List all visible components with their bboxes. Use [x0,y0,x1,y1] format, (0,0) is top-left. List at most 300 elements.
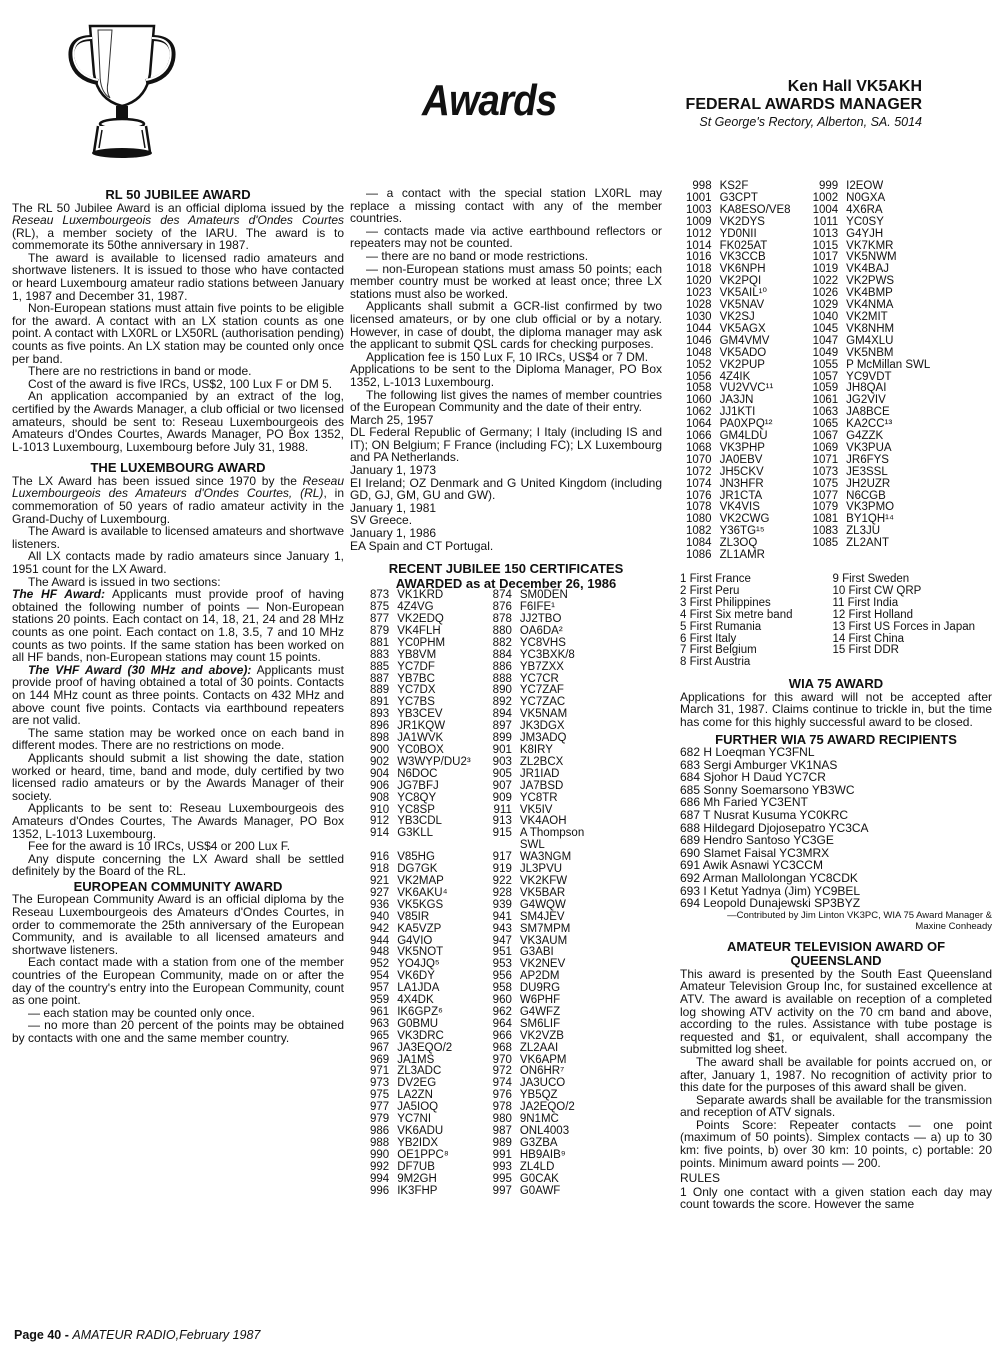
callsign: JR1KQW [397,720,446,733]
callsign: G3CPT [719,191,758,204]
heading-wia75-recipients: FURTHER WIA 75 AWARD RECIPIENTS [715,731,957,747]
callsign: ZL3JU [846,525,881,538]
table-row [370,1031,584,1043]
cert-number: 883 [370,648,390,661]
cert-number: 1073 [812,465,839,478]
callsign: 4Z4IK [719,370,751,383]
footnote: 4 First Six metre band [680,608,793,621]
entry-date: March 25, 1957 [350,412,434,427]
cert-number: 917 [492,851,512,864]
table-row [370,1186,584,1198]
callsign: KA5VZP [397,922,442,935]
cert-number: 902 [370,755,390,768]
callsign: KA8ESO/VE8 [719,203,791,216]
cert-number: 899 [492,732,512,745]
callsign: HB9AIB⁹ [519,1148,566,1161]
callsign: JR1CTA [719,489,763,502]
issue-date: February 1987 [179,1328,261,1342]
cert-number: 1003 [686,203,712,216]
paragraph: The award shall be available for points accrued on, or after, January 1, 1987. No recognition of activity prior to this date for the purposes of this award shall be given. [680,1054,992,1095]
cert-number: 893 [370,708,390,721]
cert-number: 978 [492,1101,512,1114]
cert-number: 881 [370,636,390,649]
cert-number: 951 [492,946,512,959]
callsign: JA3EQO/2 [397,1041,453,1054]
callsign: JA5IOQ [397,1101,439,1114]
callsign: VK3PMO [846,501,895,514]
cert-number: 980 [492,1113,512,1126]
callsign: ZL2BCX [519,755,564,768]
cert-number: 976 [492,1089,512,1102]
callsign: V85HG [397,851,435,864]
cert-number: 966 [492,1029,512,1042]
paragraph: — contacts made via active earthbound reflectors or repeaters may not be counted. [350,223,662,251]
paragraph: The Award is available to licensed amateurs and shortwave listeners. [12,524,344,551]
callsign: VK2EDQ [397,613,444,626]
callsign: LA1JDA [397,982,440,995]
cert-number: 959 [370,994,390,1007]
paragraph: EI Ireland; OZ Denmark and G United Kingdom (including GD, GJ, GM, GU and GW). [350,475,662,503]
cert-number: 918 [370,863,390,876]
callsign: W6PHF [519,994,561,1007]
recipient-item: 686 Mh Faried YC3ENT [680,795,808,810]
callsign: VK5NWM [846,251,897,264]
callsign: JA3UCO [519,1077,566,1090]
heading-lx-award: THE LUXEMBOURG AWARD [90,460,266,476]
cert-number: 957 [370,982,390,995]
cert-number: 977 [370,1101,390,1114]
cert-number: 913 [492,815,512,828]
cert-number: 1084 [686,537,712,550]
recipient-item: 691 Awik Asnawi YC3CCM [680,858,823,873]
cert-number: 965 [370,1029,390,1042]
callsign: KA2CC¹³ [846,418,893,431]
cert-number: 943 [492,922,512,935]
cert-number: 906 [370,779,390,792]
cert-number: 876 [492,601,512,614]
recipient-list [680,746,992,910]
callsign: JR1IAD [519,767,560,780]
callsign: N6CGB [846,489,886,502]
callsign: AP2DM [519,970,560,983]
table-row [370,912,584,924]
heading-atv-award-2: QUEENSLAND [790,953,882,969]
callsign: G3ZBA [519,1136,558,1149]
cert-number: 979 [370,1113,390,1126]
table-row [686,479,930,491]
paragraph: The award is available to licensed radio amateurs and shortwave listeners. It is issued to those who have contacted or heard Luxembourg amateur radio stations between January 1, 1987 and December 31, 1987. [12,250,344,303]
column-3 [680,181,992,1211]
cert-number: 994 [370,1172,390,1185]
paragraph: — non-European stations must amass 50 points; each member country must be worked at least once; three LX stations must also be worked. [350,261,662,301]
cert-number: 901 [492,744,512,756]
callsign: 4X4DK [397,994,434,1007]
cert-number: 1022 [812,275,839,288]
callsign: A Thompson [519,827,585,840]
callsign: FK025AT [719,239,768,252]
recipient-item: 682 H Loeqman YC3FNL [680,745,815,760]
cert-number: 1030 [686,310,712,323]
paragraph: Separate awards shall be available for the transmission and reception of ATV signals. [680,1092,992,1120]
cert-number: 963 [370,1017,390,1030]
callsign: IK6GPZ⁶ [397,1005,443,1018]
cert-number: 911 [493,803,512,816]
callsign: YB8VM [397,648,437,661]
cert-number: 892 [492,696,512,709]
callsign: G3ABI [519,946,554,959]
cert-number: 973 [370,1077,390,1090]
callsign: YB5QZ [519,1089,558,1102]
callsign: YC7NI [397,1113,432,1126]
cert-number: 944 [370,934,390,947]
entry-date: January 1, 1986 [350,526,437,541]
heading-ec-award: EUROPEAN COMMUNITY AWARD [73,878,283,894]
cert-number: 1086 [686,549,712,562]
cert-number: 890 [492,684,512,697]
callsign: BY1QH¹⁴ [846,513,894,526]
cert-number: 898 [370,732,390,745]
cert-number: 991 [492,1148,512,1161]
table-row [370,888,584,900]
heading-cert-list-date: AWARDED as at December 26, 1986 [395,575,617,591]
cert-number: 1018 [686,263,712,276]
cert-number: 886 [492,660,512,673]
callsign: JL3PVU [519,863,563,876]
callsign: VK4NMA [846,299,894,312]
table-row [686,336,930,348]
cert-number: 992 [370,1160,390,1173]
cert-number: 914 [370,827,390,840]
cert-number: 939 [492,898,512,911]
table-row [370,638,584,650]
table-row [370,662,584,674]
cert-number: 999 [818,180,839,192]
column-1 [12,187,344,1045]
table-row [370,650,584,662]
paragraph: There are no restrictions in band or mode. [28,364,252,379]
paragraph: Cost of the award is five IRCs, US$2, 100 Lux F or DM 5. [28,376,333,391]
certificate-list [370,590,584,1197]
callsign: JA0EBV [719,453,763,466]
cert-number: 968 [492,1041,512,1054]
footnote [792,657,975,669]
cert-number: 1015 [812,239,839,252]
cert-number: 956 [492,970,512,983]
cert-number: 967 [370,1041,390,1054]
cert-number: 1013 [812,227,839,240]
cert-number: 905 [492,767,512,780]
table-row [370,1043,584,1055]
footnote: 1 First France [680,573,751,585]
footnote: 3 First Philippines [680,596,771,609]
callsign: YC8TR [519,791,558,804]
publication-name: AMATEUR RADIO, [72,1328,180,1342]
cert-number: 907 [492,779,512,792]
cert-number: 874 [492,589,512,602]
paragraph: The Award is issued in two sections: [28,574,221,589]
table-row [686,324,930,336]
callsign: ZL4LD [519,1160,555,1173]
callsign: GM4VMV [719,334,770,347]
callsign: VK2MAP [397,874,444,887]
paragraph: — there are no band or mode restrictions. [366,248,589,263]
callsign: VK3PHP [719,441,765,454]
cert-number: 952 [370,958,390,971]
callsign: VK7KMR [846,239,894,252]
page-footer [14,1328,260,1342]
callsign: 9M2GH [397,1172,437,1185]
cert-number: 947 [492,934,512,947]
callsign: GM4LDU [719,430,768,443]
callsign: PA0XPQ¹² [719,418,773,431]
callsign: VK3PUA [846,441,892,454]
footnote: 7 First Belgium [680,644,757,657]
callsign: G0BMU [397,1017,439,1030]
cert-number: 1061 [812,394,839,407]
callsign: VK5KGS [397,898,444,911]
recipient-item: 689 Hendro Santoso YC3GE [680,833,834,848]
paragraph: Application fee is 150 Lux F, 10 IRCs, US$4 or 7 DM. [366,349,649,364]
table-row [370,900,584,912]
callsign: G4YJH [846,227,884,240]
cert-number: 1002 [812,191,839,204]
cert-number: 1074 [686,477,712,490]
callsign: K8IRY [519,744,553,756]
cert-number: 970 [492,1053,512,1066]
cert-number: 1012 [686,227,712,240]
cert-number: 988 [370,1136,390,1149]
callsign: VK1KRD [397,589,444,602]
page-number: Page 40 - [14,1328,73,1342]
cert-number: 912 [370,815,390,828]
cert-number: 1058 [686,382,712,395]
cert-number: 989 [492,1136,512,1149]
cert-number: 990 [370,1148,390,1161]
cert-number: 1069 [812,441,839,454]
callsign: Y36TG¹⁵ [719,525,765,538]
callsign: JA2EQO/2 [519,1101,575,1114]
callsign: VK2PUP [719,358,765,371]
callsign: VK3CCB [719,251,766,264]
footnote: 13 First US Forces in Japan [832,620,976,633]
table-row [686,205,930,217]
callsign: YC8QY [397,791,437,804]
footnote-row [680,657,975,669]
callsign: VK2CWG [719,513,770,526]
cert-number: 1059 [812,382,839,395]
paragraph: Applications to be sent to the Diploma Manager, PO Box 1352, L-1013 Luxembourg. [350,362,662,389]
cert-number: 1085 [812,537,839,550]
recipient-item: 692 Arman Mallolongan YC8CDK [680,870,858,885]
callsign: JA1WVK [397,732,444,745]
paragraph: Applicants shall submit a GCR-list confirmed by two licensed amateurs, or by one club official or by a notary. However, in case of doubt, the diploma manager may ask the applicant to submit QSL cards for checking purposes. [350,299,662,352]
callsign: VK2VZB [519,1029,564,1042]
cert-number: 998 [692,180,712,192]
cert-number: 878 [492,613,512,626]
callsign: YC7BS [397,696,435,709]
callsign: G4VIO [397,934,433,947]
callsign: W3WYP/DU2³ [397,755,471,768]
cert-number: 1064 [686,418,712,431]
callsign: ZL3OQ [719,537,758,550]
callsign: VK4BMP [846,287,893,300]
cert-number: 941 [492,910,512,923]
callsign: VK2DYS [719,215,765,228]
callsign: ZL2AAI [519,1041,559,1054]
callsign: JK3DGX [519,720,565,733]
cert-number: 1080 [686,513,712,526]
cert-number: 1048 [686,346,712,359]
cert-number: 880 [492,624,512,637]
footnote-row [680,598,975,610]
table-row [370,924,584,936]
cert-number [813,550,847,562]
callsign: 9N1MC [519,1113,559,1126]
cert-number: 897 [492,720,512,733]
callsign: VK2MIT [846,310,888,323]
callsign: JR6FYS [846,453,889,466]
heading-rules: RULES [680,1171,721,1186]
cert-number: 960 [492,994,512,1007]
recipient-item: 694 Leopold Dunajewski SP3BYZ [680,896,861,911]
cert-number: 961 [370,1005,390,1018]
callsign: ZL1AMR [719,549,765,562]
callsign: SM0DEN [519,589,568,602]
callsign: VK2KFW [519,874,568,887]
cert-number: 1070 [686,453,712,466]
callsign: YB2IDX [397,1136,439,1149]
paragraph: The RL 50 Jubilee Award is an official diploma issued by the Reseau Luxembourgeois des Amateurs d'Ondes Courtes (RL), a member society of the IARU. The award is to commemorate its 50the anniversary in 1987. [12,200,344,253]
callsign: VK4VIS [719,501,760,514]
cert-number: 1062 [686,406,712,419]
cert-number: 896 [370,720,390,733]
cert-number: 948 [370,946,390,959]
cert-number: 908 [370,791,390,804]
paragraph: Fee for the award is 10 IRCs, US$4 or 200 Lux F. [28,839,291,854]
paragraph: Any dispute concerning the LX Award shall be settled definitely by the Board of the RL. [12,851,344,879]
paragraph: 1 Only one contact with a given station each day may count towards the score. However the same [680,1184,992,1212]
cert-number: 884 [492,648,512,661]
cert-number: 974 [492,1077,512,1090]
cert-number: 877 [370,613,390,626]
firsts-footnotes [680,574,975,669]
paragraph: — a contact with the special station LX0RL may replace a missing contact with any of the member countries. [350,186,662,226]
footnote: 6 First Italy [680,632,737,645]
cert-number: 1056 [686,370,712,383]
callsign: ONL4003 [519,1125,570,1137]
cert-number: 891 [370,696,390,709]
table-row [686,360,930,372]
callsign: YB7BC [397,672,435,685]
cert-number: 996 [370,1184,390,1197]
footnote-row [680,622,975,634]
cert-number: 1076 [686,489,712,502]
cert-number: 921 [370,874,390,887]
callsign: KS2F [719,180,749,192]
cert-number: 954 [370,970,390,983]
cert-number: 1019 [812,263,839,276]
cert-number: 1029 [812,299,839,312]
trophy-icon [62,12,182,162]
recipient-item: 685 Sonny Soemarsono YB3WC [680,782,855,797]
heading-rl50: RL 50 JUBILEE AWARD [105,187,251,202]
footnote: 12 First Holland [832,608,914,621]
callsign: I2EOW [846,180,884,192]
footnote: 11 First India [832,596,899,609]
cert-number: 889 [370,684,390,697]
paragraph: Applicants to be sent to: Reseau Luxembourgeois des Amateurs d'Ondes Courtes, The Awards Manager, PO Box 1352, L-1013 Luxembourg. [12,801,344,841]
footnote-row [680,610,975,622]
paragraph: Non-European stations must attain five points to be eligible for the award. A contact with an LX station counts as one point. A contact with LX0RL or LX50RL (authorisation pending) counts as five points. An LX station may be counted only once per band. [12,301,344,366]
table-row [686,467,930,479]
recipient-item: 683 Sergi Amburger VK1NAS [680,757,838,772]
callsign: V85IR [397,910,430,923]
cert-number: 916 [370,851,390,864]
callsign: VK5NOT [397,946,444,959]
callsign: JG7BFJ [397,779,439,792]
page-title: Awards [422,76,557,125]
callsign: F6IFE¹ [519,601,555,614]
callsign: VK4FLH [397,624,441,637]
cert-number: 1004 [812,203,839,216]
callsign: YC9VDT [846,370,892,383]
callsign: VK2NEV [519,958,566,971]
callsign: VK6NPH [719,263,766,276]
cert-number: 1057 [812,370,839,383]
callsign: VK3DRC [397,1029,444,1042]
callsign: YC0BOX [397,744,444,756]
cert-number: 1077 [812,489,839,502]
callsign: VK5IV [519,803,553,816]
callsign: 4X6RA [846,203,883,216]
cert-number: 1011 [813,215,839,228]
callsign: YC7DX [397,684,436,697]
table-row [370,1174,584,1186]
table-row [370,781,584,793]
callsign: YC8VHS [519,636,566,649]
cert-number: 971 [370,1065,390,1078]
cert-number: 953 [492,958,512,971]
cert-number: 972 [492,1065,512,1078]
paragraph: Applications for this award will not be accepted after March 31, 1987. Claims continue to trickle in, but the time has come for this highly successful award to be closed. [680,689,992,729]
callsign: YB3CDL [397,815,442,828]
paragraph: An application accompanied by an extract of the log, certified by the Awards Manager, a club official or two licensed amateurs, should be sent to: Reseau Luxembourgeois des Amateurs d'Ondes Courtes, Awards Manager, PO Box 1352, L-1013 Luxembourg, Luxembourg before July 31, 1988. [12,389,344,454]
cert-number: 1020 [686,275,712,288]
callsign [846,550,930,562]
callsign: DV2EG [397,1077,437,1090]
cert-number: 997 [492,1184,512,1197]
paragraph: Points Score: Repeater contacts — one point (maximum of 50 points). Simplex contacts — a) up to 30 km: five points, b) over 30 km: 10 points, c) portable: 20 points. Minimum award points — 200. [680,1117,992,1170]
table-row [686,455,930,467]
callsign: VK5NAV [719,299,765,312]
cert-number: 987 [492,1125,512,1137]
paragraph: The same station may be worked once on each band in different modes. There are no restrictions on mode. [12,725,344,753]
cert-number: 1044 [686,322,712,335]
callsign: YC7CR [519,672,559,685]
cert-number: 975 [370,1089,390,1102]
callsign: VK4AOH [519,815,567,828]
table-row [370,1150,584,1162]
recipient-item: 690 Slamet Faisal YC3MRX [680,845,830,860]
cert-number: 958 [492,982,512,995]
callsign: DU9RG [519,982,561,995]
callsign: ZL3ADC [397,1065,442,1078]
callsign: G4WFZ [519,1005,561,1018]
cert-number: 1072 [686,465,712,478]
callsign: P McMillan SWL [846,358,931,371]
cert-number: 1078 [686,501,712,514]
cert-number: 1049 [812,346,839,359]
